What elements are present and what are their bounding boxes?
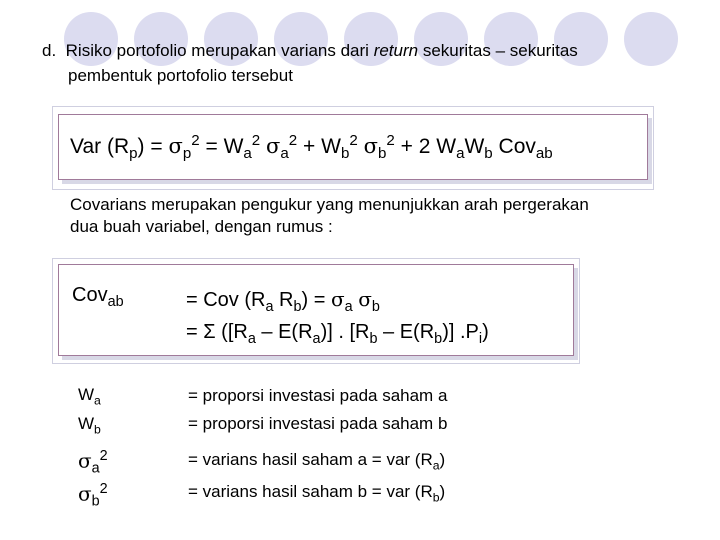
decor-circle xyxy=(624,12,678,66)
variance-formula: Var $(R_p) = \sigma_p^2 = W_a^2$ $\sigma_a^2 + W_b^2$ $\sigma_b^2 + 2$ $W_aW_b$ Cov$_{ab}$ xyxy=(70,132,553,163)
cov-row-1: = Cov ($R_a$ $R_b) = \sigma_a$ $\sigma_b$ xyxy=(186,287,380,315)
covarians-text-1: Covarians merupakan pengukur yang menunjukkan arah pergerakan xyxy=(70,195,589,214)
heading-line-1 xyxy=(42,40,578,62)
heading-text-tail: sekuritas – sekuritas xyxy=(418,41,578,60)
def-wa-text: = proporsi investasi pada saham a xyxy=(188,386,448,405)
def-sigma-b-symbol: $\sigma_b^2$ xyxy=(78,481,108,510)
def-sigma-a-text: = varians hasil saham a = var $(R_a)$ xyxy=(188,450,446,473)
covarians-text-2: dua buah variabel, dengan rumus : xyxy=(70,217,333,236)
def-wb-text: = proporsi investasi pada saham b xyxy=(188,414,448,433)
def-sigma-b-text: = varians hasil saham b = var $(R_b)$ xyxy=(188,482,446,505)
heading-italic: return xyxy=(373,41,419,60)
heading-line-2: pembentuk portofolio tersebut xyxy=(68,66,293,85)
def-sigma-a-symbol: $\sigma_a^2$ xyxy=(78,448,108,477)
heading-marker: d. xyxy=(42,41,57,60)
def-wb-symbol: $W_b$ xyxy=(78,414,101,437)
cov-row-2: = Σ ($[R_a - E(R_a)]$ . $[R_b - E(R_b)]$ $.P_i$) xyxy=(186,321,489,347)
def-wa-symbol: $W_a$ xyxy=(78,385,101,408)
cov-label: Cov$_{ab}$ xyxy=(72,284,124,310)
heading-text: Risiko portofolio merupakan varians dari xyxy=(65,41,374,60)
